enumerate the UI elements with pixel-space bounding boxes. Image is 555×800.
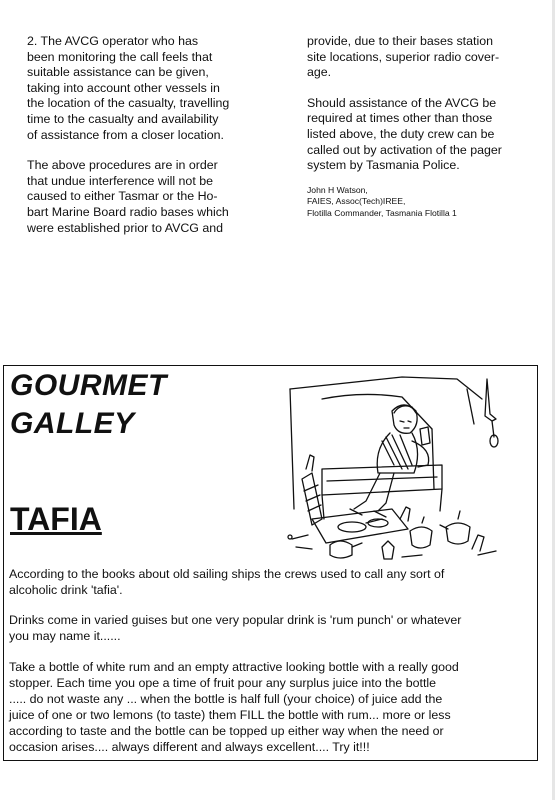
galley-paragraph: According to the books about old sailing ships the crews used to call any sort of alcoholic drink 'tafia'. xyxy=(9,567,445,597)
galley-paragraph: Take a bottle of white rum and an empty attractive looking bottle with a really good stopper. Each time you ope a time of fruit pour any surplus juice into the bottle ..... do not waste any ... when the bottle is half full (your choice) of juice add the juice of one or two lemons (to taste) them FILL the bottle with rum... more or less according to taste and the bottle can be topped up either way when the need or occasion arises.... always different and always excellent.... Try it!!! xyxy=(9,660,459,754)
signature-name: John H Watson, xyxy=(307,184,368,195)
signature-credentials: FAIES, Assoc(Tech)IREE, xyxy=(307,196,406,207)
article-paragraph: provide, due to their bases station site locations, superior radio cover- age. xyxy=(307,34,500,80)
sailor-drinking-illustration-icon xyxy=(282,369,518,565)
signature-block xyxy=(307,185,537,220)
signature-role: Flotilla Commander, Tasmania Flotilla 1 xyxy=(307,207,457,218)
galley-title-line1: GOURMET xyxy=(10,369,167,402)
gourmet-galley-box xyxy=(3,365,538,761)
galley-title-line2: GALLEY xyxy=(10,407,135,440)
article-left-column xyxy=(27,34,277,251)
article-right-column xyxy=(307,34,537,219)
article-paragraph: Should assistance of the AVCG be required at times other than those listed above, the duty crew can be called out by activation of the pager system by Tasmania Police. xyxy=(307,95,502,173)
article-paragraph: 2. The AVCG operator who has been monitoring the call feels that suitable assistance can be given, taking into account other vessels in the location of the casualty, travelling time to the casualty and availability of assistance from a closer location. xyxy=(27,34,230,142)
article-paragraph: The above procedures are in order that undue interference will not be caused to either Tasmar or the Ho- bart Marine Board radio bases which were established prior to AVCG and xyxy=(27,158,229,235)
recipe-title: TAFIA xyxy=(10,501,102,537)
galley-paragraph: Drinks come in varied guises but one very popular drink is 'rum punch' or whatever you may name it...... xyxy=(9,613,462,643)
